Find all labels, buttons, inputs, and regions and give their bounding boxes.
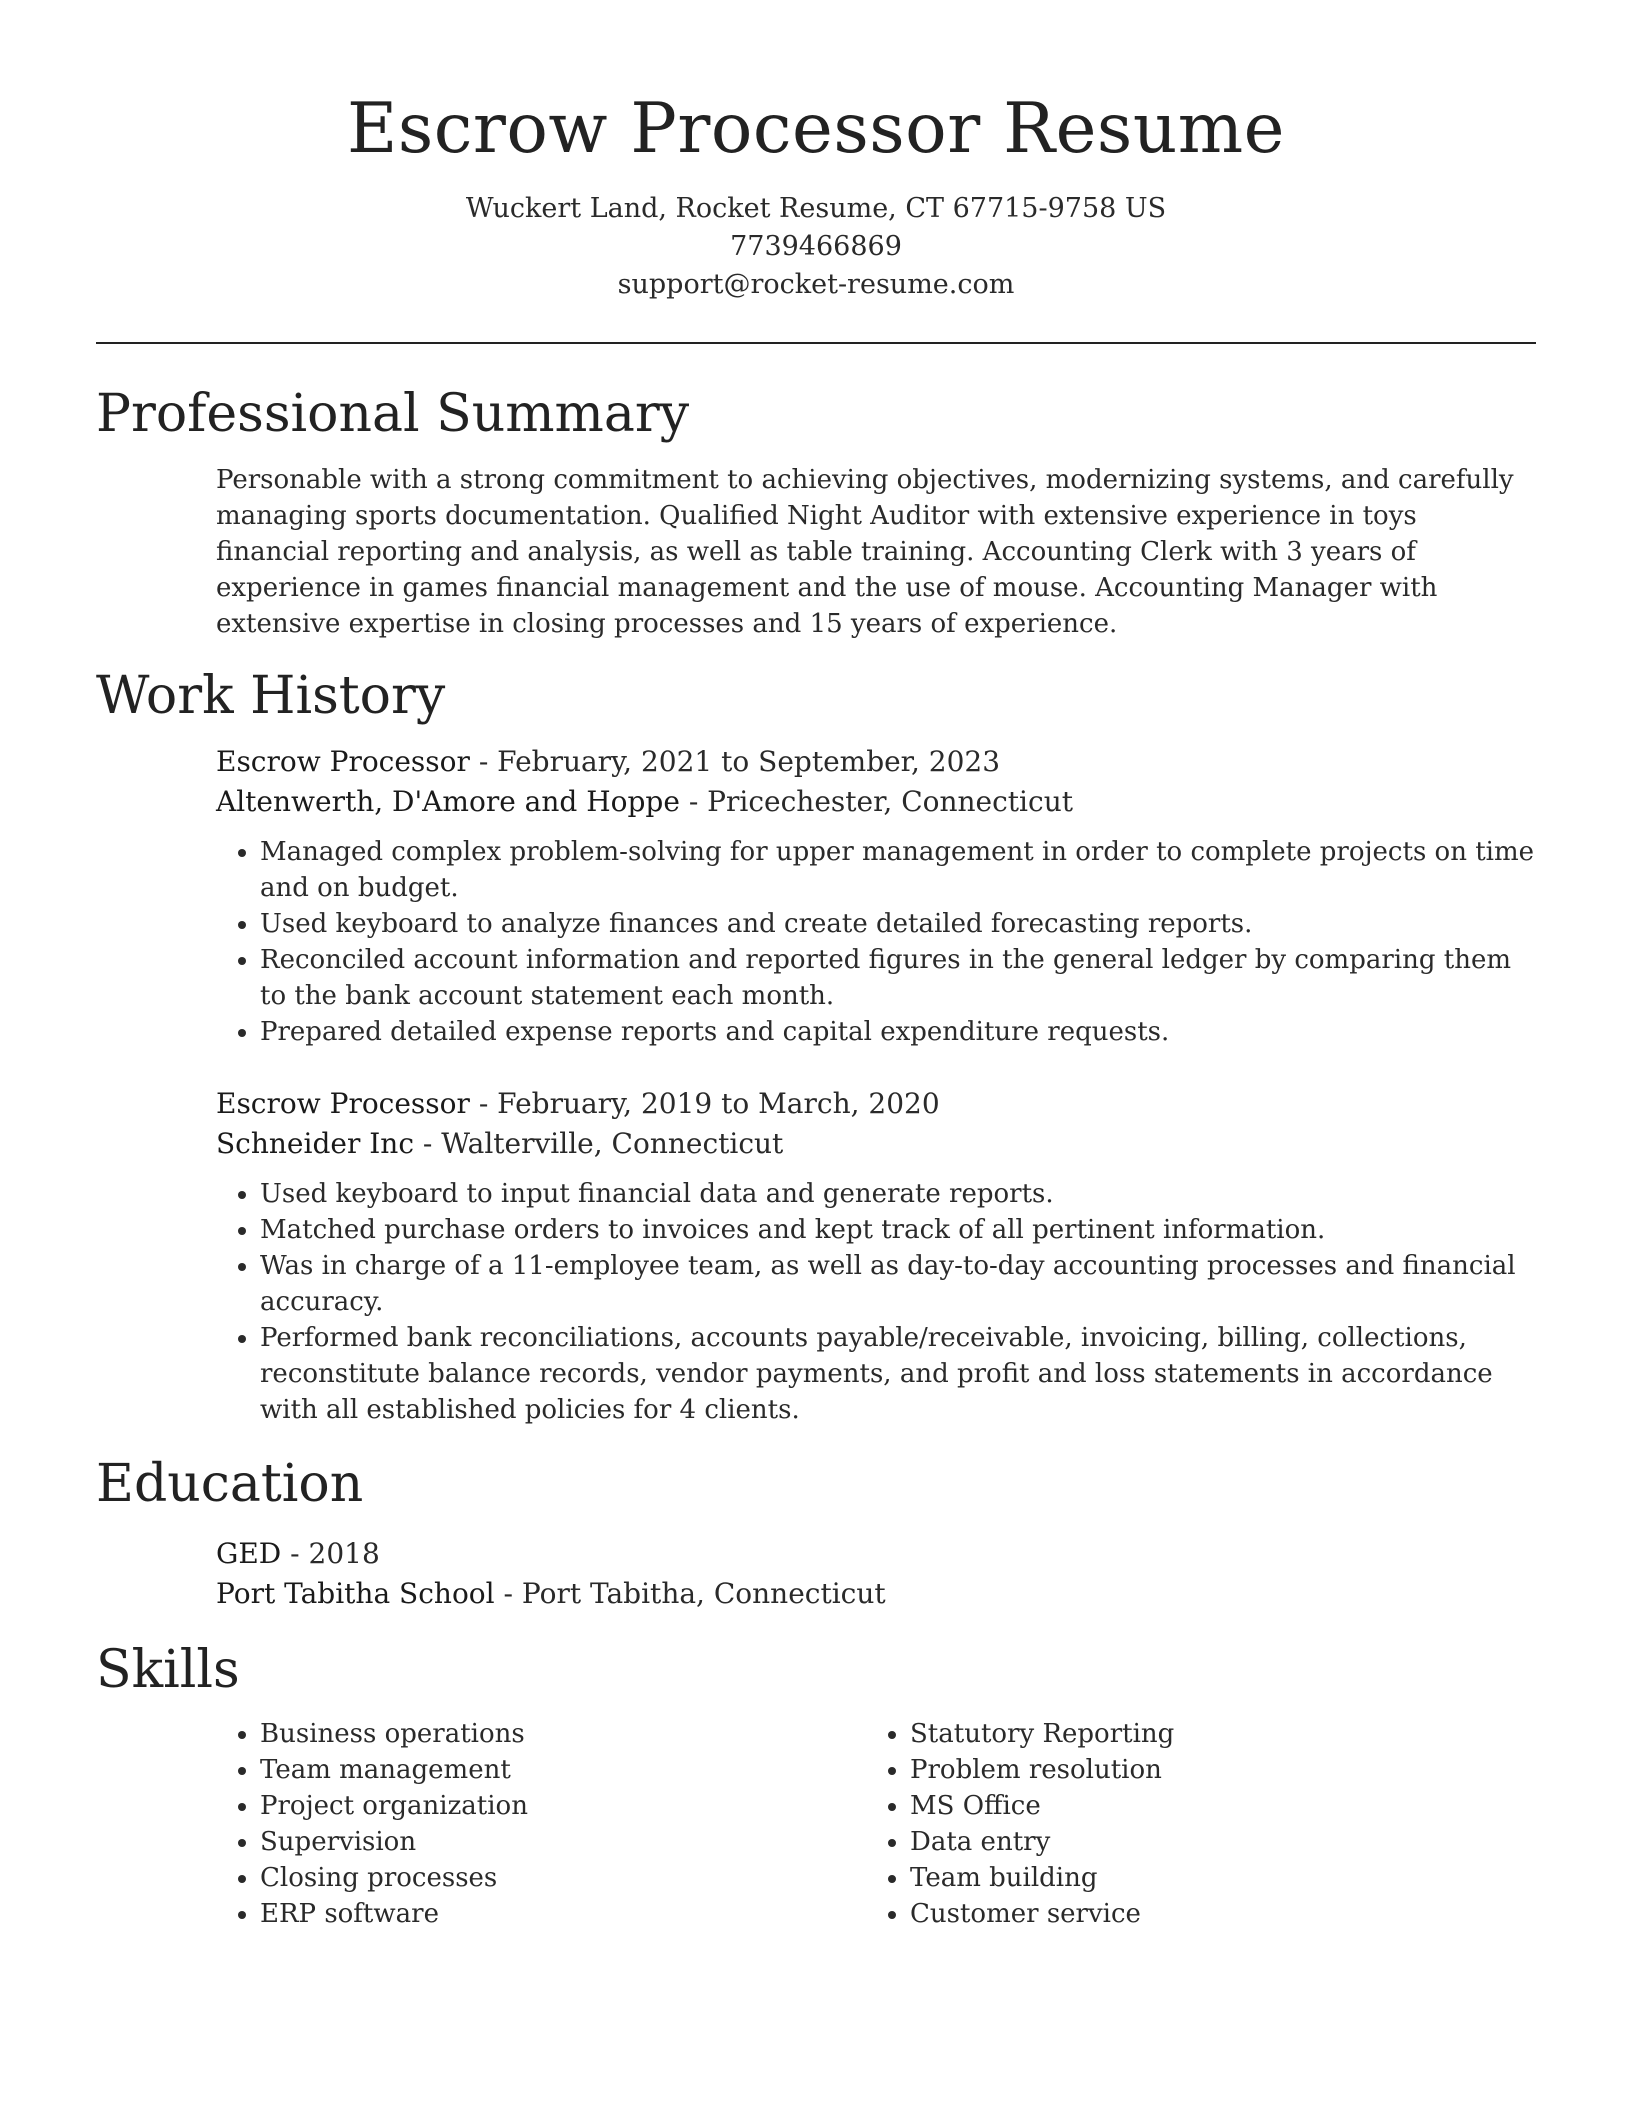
- education-section: [96, 1450, 1536, 1614]
- contact-address: Wuckert Land, Rocket Resume, CT 67715-9758 US: [465, 193, 1167, 224]
- skills-section: [96, 1636, 1536, 1932]
- skill-item: • Team building: [910, 1860, 1516, 1896]
- job-title: Escrow Processor: [216, 1087, 470, 1120]
- job-company-line: [216, 1124, 1536, 1164]
- job-bullets: [216, 1176, 1536, 1428]
- skill-item: • ERP software: [260, 1896, 866, 1932]
- job-company: Altenwerth, D'Amore and Hoppe: [216, 785, 680, 818]
- job-entry: [216, 742, 1536, 1050]
- job-title: Escrow Processor: [216, 745, 470, 778]
- job-company: Schneider Inc: [216, 1127, 415, 1160]
- education-location: - Port Tabitha, Connecticut: [494, 1577, 886, 1610]
- skill-item: • Supervision: [260, 1824, 866, 1860]
- skill-item: • Project organization: [260, 1788, 866, 1824]
- skills-heading: Skills: [96, 1640, 240, 1700]
- job-dates: - February, 2021 to September, 2023: [469, 745, 1001, 778]
- skill-item: • Problem resolution: [910, 1752, 1516, 1788]
- work-heading: Work History: [96, 666, 446, 726]
- resume-title: Escrow Processor Resume: [346, 89, 1286, 169]
- resume-body: [96, 380, 1536, 1932]
- skill-item: • Customer service: [910, 1896, 1516, 1932]
- contact-email: support@rocket-resume.com: [617, 269, 1015, 300]
- job-bullet: • Used keyboard to analyze finances and create detailed forecasting reports.: [260, 906, 1536, 942]
- summary-heading: Professional Summary: [96, 384, 690, 444]
- contact-info: [0, 190, 1632, 304]
- skills-column-right: [866, 1716, 1516, 1932]
- job-bullets: [216, 834, 1536, 1050]
- education-school: Port Tabitha School: [216, 1577, 495, 1610]
- summary-text: Personable with a strong commitment to achieving objectives, modernizing systems, and carefully managing sports documentation. Qualified Night Auditor with extensive experience in toys financial reporting and analysis, as well as table training. Accounting Clerk with 3 years of experience in games financial management and the use of mouse. Accounting Manager with extensive expertise in closing processes and 15 years of experience.: [216, 465, 1514, 639]
- education-year: - 2018: [281, 1537, 380, 1570]
- job-location: - Pricechester, Connecticut: [679, 785, 1073, 818]
- skill-item: • Business operations: [260, 1716, 866, 1752]
- skill-item: • Closing processes: [260, 1860, 866, 1896]
- header-divider: [96, 342, 1536, 344]
- skill-item: • Statutory Reporting: [910, 1716, 1516, 1752]
- skills-grid: [216, 1716, 1536, 1932]
- job-bullet: • Prepared detailed expense reports and capital expenditure requests.: [260, 1014, 1536, 1050]
- resume-header: [0, 0, 1632, 304]
- summary-section: [96, 380, 1536, 642]
- skill-item: • Data entry: [910, 1824, 1516, 1860]
- job-bullet: • Used keyboard to input financial data and generate reports.: [260, 1176, 1536, 1212]
- job-title-line: [216, 742, 1536, 782]
- skill-item: • MS Office: [910, 1788, 1516, 1824]
- job-bullet: • Reconciled account information and reported figures in the general ledger by comparing them to the bank account statement each month.: [260, 942, 1536, 1014]
- job-bullet: • Performed bank reconciliations, accounts payable/receivable, invoicing, billing, collections, reconstitute balance records, vendor payments, and profit and loss statements in accordance with all established policies for 4 clients.: [260, 1320, 1536, 1428]
- contact-phone: 7739466869: [730, 231, 902, 262]
- job-dates: - February, 2019 to March, 2020: [469, 1087, 940, 1120]
- job-bullet: • Was in charge of a 11-employee team, as well as day-to-day accounting processes and financial accuracy.: [260, 1248, 1536, 1320]
- job-location: - Walterville, Connecticut: [414, 1127, 784, 1160]
- job-entry: [216, 1084, 1536, 1428]
- work-section: [96, 662, 1536, 1428]
- education-degree-line: [216, 1534, 1536, 1574]
- job-bullet: • Managed complex problem-solving for upper management in order to complete projects on time and on budget.: [260, 834, 1536, 906]
- education-degree: GED: [216, 1537, 282, 1570]
- education-school-line: [216, 1574, 1536, 1614]
- education-entry: [216, 1534, 1536, 1614]
- education-heading: Education: [96, 1454, 364, 1514]
- job-bullet: • Matched purchase orders to invoices and kept track of all pertinent information.: [260, 1212, 1536, 1248]
- job-title-line: [216, 1084, 1536, 1124]
- job-company-line: [216, 782, 1536, 822]
- skill-item: • Team management: [260, 1752, 866, 1788]
- skills-column-left: [216, 1716, 866, 1932]
